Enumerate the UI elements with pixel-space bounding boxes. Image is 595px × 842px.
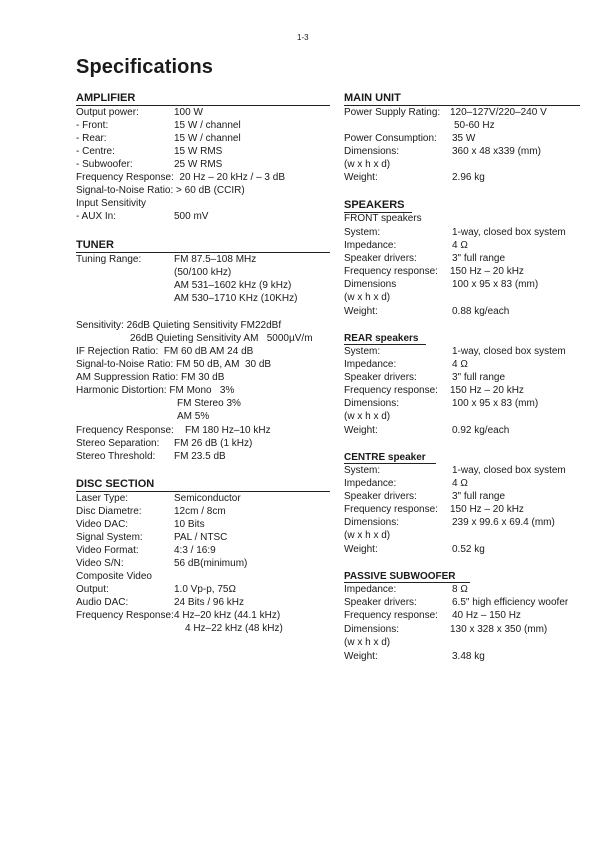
sub-imp-value: 8 Ω <box>452 584 468 595</box>
tuner-am-suppression: AM Suppression Ratio: FM 30 dB <box>76 372 225 383</box>
centre-weight-value: 0.52 kg <box>452 544 485 555</box>
front-weight-label: Weight: <box>344 306 378 317</box>
front-system-value: 1-way, closed box system <box>452 227 566 238</box>
disc-freq-1: 4 Hz–20 kHz (44.1 kHz) <box>174 610 281 621</box>
main-dim-sub: (w x h x d) <box>344 159 391 170</box>
tuner-heading: TUNER <box>76 239 330 253</box>
tuner-stereo-thr-label: Stereo Threshold: <box>76 451 156 462</box>
amp-rear-label: - Rear: <box>76 133 107 144</box>
centre-freq-label: Frequency response: <box>344 504 438 515</box>
tuner-range-2: (50/100 kHz) <box>174 267 232 278</box>
tuner-stereo-sep-value: FM 26 dB (1 kHz) <box>174 438 253 449</box>
amp-centre-value: 15 W RMS <box>174 146 223 157</box>
tuner-snr: Signal-to-Noise Ratio: FM 50 dB, AM 30 dB <box>76 359 272 370</box>
front-system-label: System: <box>344 227 381 238</box>
disc-laser-value: Semiconductor <box>174 493 241 504</box>
rear-system-value: 1-way, closed box system <box>452 346 566 357</box>
tuner-sensitivity-1: Sensitivity: 26dB Quieting Sensitivity FM22dBf <box>76 320 282 331</box>
disc-vdac-value: 10 Bits <box>174 519 205 530</box>
sub-freq-value: 40 Hz – 150 Hz <box>452 610 521 621</box>
tuner-freq-label: Frequency Response: <box>76 425 174 436</box>
main-consumption-value: 35 W <box>452 133 476 144</box>
disc-vformat-label: Video Format: <box>76 545 139 556</box>
centre-imp-value: 4 Ω <box>452 478 468 489</box>
main-weight-value: 2.96 kg <box>452 172 485 183</box>
disc-signal-label: Signal System: <box>76 532 143 543</box>
disc-vformat-value: 4:3 / 16:9 <box>174 545 216 556</box>
front-freq-value: 150 Hz – 20 kHz <box>450 266 524 277</box>
subwoofer-heading: PASSIVE SUBWOOFER <box>344 571 470 583</box>
tuner-range-label: Tuning Range: <box>76 254 142 265</box>
centre-imp-label: Impedance: <box>344 478 397 489</box>
page-number: 1-3 <box>297 33 309 42</box>
tuner-sensitivity-2: 26dB Quieting Sensitivity AM 5000µV/m <box>130 333 313 344</box>
amp-front-value: 15 W / channel <box>174 120 241 131</box>
tuner-if-rejection: IF Rejection Ratio: FM 60 dB AM 24 dB <box>76 346 254 357</box>
sub-weight-label: Weight: <box>344 651 378 662</box>
amp-aux-label: - AUX In: <box>76 211 117 222</box>
sub-dim-label: Dimensions: <box>344 624 400 635</box>
centre-dim-value: 239 x 99.6 x 69.4 (mm) <box>452 517 555 528</box>
rear-freq-value: 150 Hz – 20 kHz <box>450 385 524 396</box>
tuner-range-1: FM 87.5–108 MHz <box>174 254 257 265</box>
tuner-range-3: AM 531–1602 kHz (9 kHz) <box>174 280 292 291</box>
page-title: Specifications <box>76 56 213 78</box>
amp-snr: Signal-to-Noise Ratio: > 60 dB (CCIR) <box>76 185 245 196</box>
disc-signal-value: PAL / NTSC <box>174 532 228 543</box>
centre-system-label: System: <box>344 465 381 476</box>
amp-input-sensitivity: Input Sensitivity <box>76 198 147 209</box>
disc-composite-label-2: Output: <box>76 584 109 595</box>
front-imp-label: Impedance: <box>344 240 397 251</box>
front-dim-label: Dimensions <box>344 279 397 290</box>
rear-dim-value: 100 x 95 x 83 (mm) <box>452 398 539 409</box>
disc-composite-value: 1.0 Vp-p, 75Ω <box>174 584 236 595</box>
disc-composite-label-1: Composite Video <box>76 571 152 582</box>
rear-weight-value: 0.92 kg/each <box>452 425 510 436</box>
sub-dim-sub: (w x h x d) <box>344 637 391 648</box>
main-weight-label: Weight: <box>344 172 378 183</box>
rear-speakers-heading: REAR speakers <box>344 333 426 345</box>
amp-output-power-value: 100 W <box>174 107 203 118</box>
sub-imp-label: Impedance: <box>344 584 397 595</box>
rear-imp-value: 4 Ω <box>452 359 468 370</box>
main-unit-heading: MAIN UNIT <box>344 92 580 106</box>
main-dim-label: Dimensions: <box>344 146 400 157</box>
amplifier-heading: AMPLIFIER <box>76 92 330 106</box>
disc-freq-2: 4 Hz–22 kHz (48 kHz) <box>185 623 283 634</box>
disc-laser-label: Laser Type: <box>76 493 129 504</box>
centre-system-value: 1-way, closed box system <box>452 465 566 476</box>
front-dim-value: 100 x 95 x 83 (mm) <box>452 279 539 290</box>
tuner-stereo-sep-label: Stereo Separation: <box>76 438 160 449</box>
front-freq-label: Frequency response: <box>344 266 438 277</box>
centre-freq-value: 150 Hz – 20 kHz <box>450 504 524 515</box>
disc-heading: DISC SECTION <box>76 478 330 492</box>
disc-vsn-label: Video S/N: <box>76 558 124 569</box>
centre-drivers-label: Speaker drivers: <box>344 491 417 502</box>
tuner-harmonic-1: Harmonic Distortion: FM Mono 3% <box>76 385 235 396</box>
sub-dim-value: 130 x 328 x 350 (mm) <box>450 624 548 635</box>
main-psr-2: 50-60 Hz <box>454 120 495 131</box>
front-speakers-title: FRONT speakers <box>344 213 422 224</box>
tuner-stereo-thr-value: FM 23.5 dB <box>174 451 226 462</box>
tuner-harmonic-3: AM 5% <box>177 411 210 422</box>
main-psr-label: Power Supply Rating: <box>344 107 441 118</box>
rear-drivers-value: 3" full range <box>452 372 506 383</box>
amp-subwoofer-value: 25 W RMS <box>174 159 223 170</box>
amp-freq-response: Frequency Response: 20 Hz – 20 kHz / – 3 dB <box>76 172 285 183</box>
tuner-harmonic-2: FM Stereo 3% <box>177 398 241 409</box>
centre-drivers-value: 3" full range <box>452 491 506 502</box>
rear-weight-label: Weight: <box>344 425 378 436</box>
amp-aux-value: 500 mV <box>174 211 209 222</box>
tuner-range-4: AM 530–1710 KHz (10KHz) <box>174 293 298 304</box>
sub-drivers-label: Speaker drivers: <box>344 597 417 608</box>
sub-freq-label: Frequency response: <box>344 610 438 621</box>
front-weight-value: 0.88 kg/each <box>452 306 510 317</box>
sub-drivers-value: 6.5" high efficiency woofer <box>452 597 569 608</box>
disc-freq-label: Frequency Response: <box>76 610 174 621</box>
sub-weight-value: 3.48 kg <box>452 651 485 662</box>
speakers-heading: SPEAKERS <box>344 199 412 213</box>
centre-weight-label: Weight: <box>344 544 378 555</box>
disc-vsn-value: 56 dB(minimum) <box>174 558 248 569</box>
rear-dim-label: Dimensions: <box>344 398 400 409</box>
amp-subwoofer-label: - Subwoofer: <box>76 159 133 170</box>
rear-imp-label: Impedance: <box>344 359 397 370</box>
rear-drivers-label: Speaker drivers: <box>344 372 417 383</box>
rear-system-label: System: <box>344 346 381 357</box>
amp-front-label: - Front: <box>76 120 109 131</box>
disc-diameter-value: 12cm / 8cm <box>174 506 226 517</box>
disc-adac-label: Audio DAC: <box>76 597 129 608</box>
amp-output-power-label: Output power: <box>76 107 139 118</box>
main-dim-value: 360 x 48 x339 (mm) <box>452 146 541 157</box>
main-consumption-label: Power Consumption: <box>344 133 437 144</box>
disc-diameter-label: Disc Diametre: <box>76 506 142 517</box>
disc-adac-value: 24 Bits / 96 kHz <box>174 597 245 608</box>
centre-dim-sub: (w x h x d) <box>344 530 391 541</box>
front-dim-sub: (w x h x d) <box>344 292 391 303</box>
rear-freq-label: Frequency response: <box>344 385 438 396</box>
tuner-freq-value: FM 180 Hz–10 kHz <box>185 425 271 436</box>
centre-dim-label: Dimensions: <box>344 517 400 528</box>
rear-dim-sub: (w x h x d) <box>344 411 391 422</box>
main-psr-1: 120–127V/220–240 V <box>450 107 547 118</box>
front-imp-value: 4 Ω <box>452 240 468 251</box>
front-drivers-label: Speaker drivers: <box>344 253 417 264</box>
disc-vdac-label: Video DAC: <box>76 519 129 530</box>
front-drivers-value: 3" full range <box>452 253 506 264</box>
amp-centre-label: - Centre: <box>76 146 115 157</box>
centre-speaker-heading: CENTRE speaker <box>344 452 436 464</box>
amp-rear-value: 15 W / channel <box>174 133 241 144</box>
